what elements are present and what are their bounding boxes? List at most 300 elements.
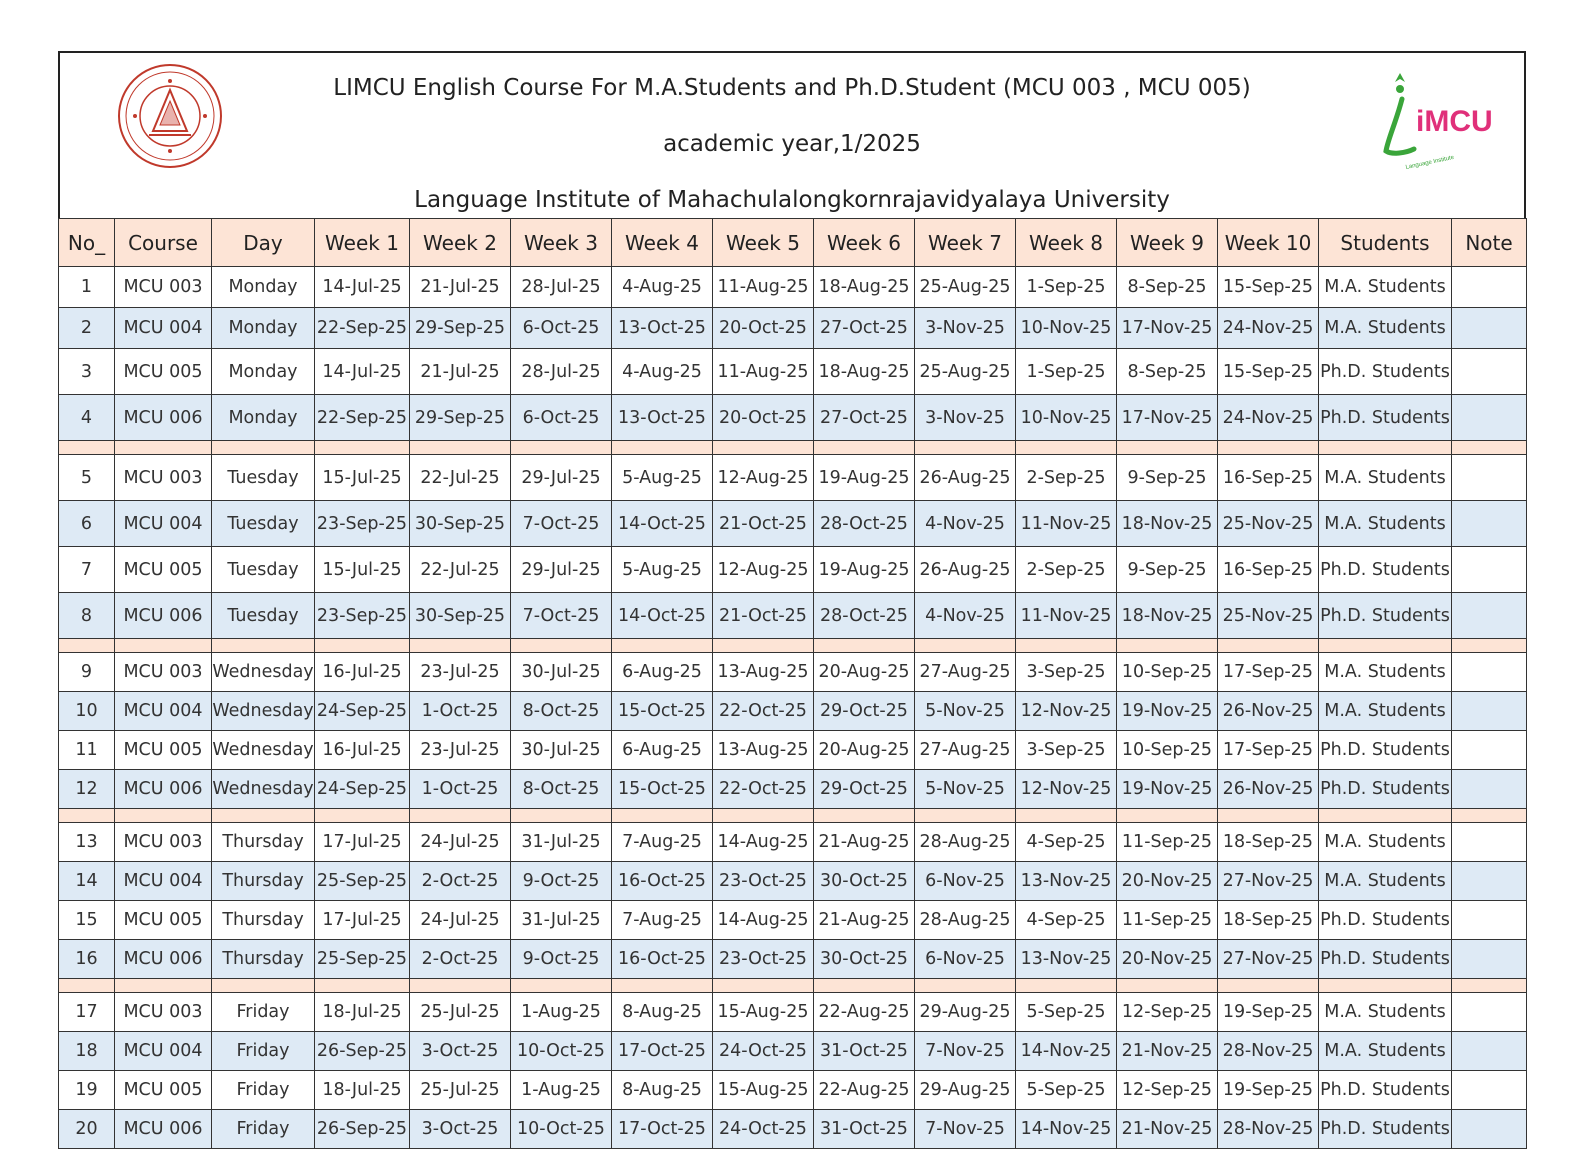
week-date-cell: 28-Aug-25 — [915, 901, 1016, 940]
week-date-cell: 30-Jul-25 — [511, 731, 612, 770]
week-date-cell: 4-Nov-25 — [915, 501, 1016, 547]
separator-cell — [315, 809, 410, 823]
table-row — [59, 501, 1527, 547]
students-cell: Ph.D. Students — [1319, 901, 1452, 940]
week-date-cell: 11-Aug-25 — [713, 349, 814, 395]
day-cell: Wednesday — [212, 770, 315, 809]
separator-cell — [915, 441, 1016, 455]
week-date-cell: 15-Jul-25 — [315, 455, 410, 501]
course-cell: MCU 006 — [115, 770, 212, 809]
week-date-cell: 21-Jul-25 — [410, 349, 511, 395]
week-date-cell: 20-Oct-25 — [713, 395, 814, 441]
week-date-cell: 13-Oct-25 — [612, 308, 713, 349]
separator-cell — [713, 441, 814, 455]
note-cell — [1452, 455, 1527, 501]
week-date-cell: 4-Aug-25 — [612, 349, 713, 395]
academic-year: academic year,1/2025 — [663, 131, 921, 157]
week-date-cell: 28-Jul-25 — [511, 349, 612, 395]
week-date-cell: 23-Jul-25 — [410, 653, 511, 692]
week-date-cell: 12-Sep-25 — [1117, 1071, 1218, 1110]
row-number-cell: 6 — [59, 501, 115, 547]
week-date-cell: 7-Aug-25 — [612, 901, 713, 940]
week-date-cell: 8-Sep-25 — [1117, 349, 1218, 395]
week-date-cell: 14-Oct-25 — [612, 593, 713, 639]
table-row — [59, 731, 1527, 770]
day-separator-row — [59, 809, 1527, 823]
separator-cell — [1218, 441, 1319, 455]
day-cell: Monday — [212, 267, 315, 308]
week-date-cell: 15-Sep-25 — [1218, 267, 1319, 308]
week-date-cell: 4-Aug-25 — [612, 267, 713, 308]
row-number-cell: 14 — [59, 862, 115, 901]
row-number-cell: 15 — [59, 901, 115, 940]
note-cell — [1452, 547, 1527, 593]
course-cell: MCU 006 — [115, 395, 212, 441]
separator-cell — [1117, 639, 1218, 653]
table-header-row — [59, 219, 1527, 267]
week-date-cell: 20-Nov-25 — [1117, 940, 1218, 979]
week-date-cell: 25-Aug-25 — [915, 349, 1016, 395]
week-date-cell: 14-Nov-25 — [1016, 1110, 1117, 1149]
week-date-cell: 21-Oct-25 — [713, 593, 814, 639]
schedule-table — [58, 218, 1527, 1149]
week-date-cell: 5-Sep-25 — [1016, 1071, 1117, 1110]
column-header: Week 4 — [612, 219, 713, 267]
separator-cell — [1016, 639, 1117, 653]
week-date-cell: 15-Oct-25 — [612, 692, 713, 731]
table-row — [59, 823, 1527, 862]
column-header: Week 8 — [1016, 219, 1117, 267]
row-number-cell: 10 — [59, 692, 115, 731]
week-date-cell: 9-Oct-25 — [511, 862, 612, 901]
week-date-cell: 22-Oct-25 — [713, 770, 814, 809]
row-number-cell: 1 — [59, 267, 115, 308]
separator-cell — [511, 441, 612, 455]
week-date-cell: 29-Oct-25 — [814, 770, 915, 809]
week-date-cell: 12-Sep-25 — [1117, 993, 1218, 1032]
column-header: Week 3 — [511, 219, 612, 267]
week-date-cell: 16-Jul-25 — [315, 731, 410, 770]
week-date-cell: 24-Sep-25 — [315, 692, 410, 731]
course-cell: MCU 006 — [115, 1110, 212, 1149]
separator-cell — [1319, 639, 1452, 653]
week-date-cell: 18-Sep-25 — [1218, 823, 1319, 862]
week-date-cell: 15-Aug-25 — [713, 993, 814, 1032]
week-date-cell: 3-Nov-25 — [915, 308, 1016, 349]
week-date-cell: 26-Sep-25 — [315, 1110, 410, 1149]
course-title: LIMCU English Course For M.A.Students and Ph.D.Student (MCU 003 , MCU 005) — [333, 75, 1251, 101]
students-cell: Ph.D. Students — [1319, 940, 1452, 979]
note-cell — [1452, 901, 1527, 940]
day-cell: Monday — [212, 349, 315, 395]
separator-cell — [814, 639, 915, 653]
course-cell: MCU 005 — [115, 731, 212, 770]
week-date-cell: 17-Oct-25 — [612, 1032, 713, 1071]
day-cell: Monday — [212, 395, 315, 441]
week-date-cell: 16-Sep-25 — [1218, 547, 1319, 593]
week-date-cell: 27-Nov-25 — [1218, 862, 1319, 901]
separator-cell — [1319, 979, 1452, 993]
course-cell: MCU 003 — [115, 653, 212, 692]
students-cell: Ph.D. Students — [1319, 395, 1452, 441]
day-cell: Thursday — [212, 823, 315, 862]
day-cell: Tuesday — [212, 455, 315, 501]
week-date-cell: 14-Jul-25 — [315, 267, 410, 308]
separator-cell — [1016, 979, 1117, 993]
week-date-cell: 27-Aug-25 — [915, 653, 1016, 692]
students-cell: Ph.D. Students — [1319, 1071, 1452, 1110]
table-row — [59, 993, 1527, 1032]
week-date-cell: 19-Sep-25 — [1218, 993, 1319, 1032]
separator-cell — [814, 809, 915, 823]
day-cell: Wednesday — [212, 731, 315, 770]
day-cell: Tuesday — [212, 501, 315, 547]
separator-cell — [59, 441, 115, 455]
week-date-cell: 13-Oct-25 — [612, 395, 713, 441]
week-date-cell: 26-Nov-25 — [1218, 692, 1319, 731]
day-cell: Wednesday — [212, 692, 315, 731]
week-date-cell: 19-Aug-25 — [814, 455, 915, 501]
students-cell: M.A. Students — [1319, 501, 1452, 547]
week-date-cell: 4-Sep-25 — [1016, 823, 1117, 862]
week-date-cell: 31-Jul-25 — [511, 823, 612, 862]
week-date-cell: 24-Nov-25 — [1218, 395, 1319, 441]
note-cell — [1452, 593, 1527, 639]
separator-cell — [1319, 441, 1452, 455]
row-number-cell: 20 — [59, 1110, 115, 1149]
week-date-cell: 28-Aug-25 — [915, 823, 1016, 862]
table-row — [59, 455, 1527, 501]
week-date-cell: 25-Nov-25 — [1218, 593, 1319, 639]
week-date-cell: 10-Sep-25 — [1117, 731, 1218, 770]
separator-cell — [612, 441, 713, 455]
table-row — [59, 862, 1527, 901]
separator-cell — [1452, 809, 1527, 823]
row-number-cell: 18 — [59, 1032, 115, 1071]
week-date-cell: 24-Jul-25 — [410, 823, 511, 862]
week-date-cell: 19-Aug-25 — [814, 547, 915, 593]
schedule-sheet — [58, 51, 1526, 1149]
institute-name: Language Institute of Mahachulalongkornrajavidyalaya University — [414, 187, 1170, 213]
week-date-cell: 13-Nov-25 — [1016, 862, 1117, 901]
separator-cell — [59, 979, 115, 993]
week-date-cell: 18-Nov-25 — [1117, 501, 1218, 547]
week-date-cell: 29-Jul-25 — [511, 455, 612, 501]
week-date-cell: 30-Sep-25 — [410, 501, 511, 547]
separator-cell — [1218, 639, 1319, 653]
row-number-cell: 5 — [59, 455, 115, 501]
students-cell: M.A. Students — [1319, 692, 1452, 731]
week-date-cell: 8-Aug-25 — [612, 1071, 713, 1110]
week-date-cell: 2-Sep-25 — [1016, 547, 1117, 593]
week-date-cell: 5-Nov-25 — [915, 692, 1016, 731]
week-date-cell: 31-Oct-25 — [814, 1032, 915, 1071]
week-date-cell: 12-Aug-25 — [713, 455, 814, 501]
week-date-cell: 12-Nov-25 — [1016, 692, 1117, 731]
week-date-cell: 17-Sep-25 — [1218, 731, 1319, 770]
week-date-cell: 25-Sep-25 — [315, 940, 410, 979]
week-date-cell: 14-Nov-25 — [1016, 1032, 1117, 1071]
note-cell — [1452, 267, 1527, 308]
week-date-cell: 8-Aug-25 — [612, 993, 713, 1032]
row-number-cell: 9 — [59, 653, 115, 692]
week-date-cell: 10-Sep-25 — [1117, 653, 1218, 692]
students-cell: M.A. Students — [1319, 308, 1452, 349]
note-cell — [1452, 1110, 1527, 1149]
day-separator-row — [59, 441, 1527, 455]
course-cell: MCU 005 — [115, 1071, 212, 1110]
week-date-cell: 18-Jul-25 — [315, 993, 410, 1032]
day-cell: Friday — [212, 1032, 315, 1071]
note-cell — [1452, 395, 1527, 441]
week-date-cell: 29-Aug-25 — [915, 1071, 1016, 1110]
week-date-cell: 14-Aug-25 — [713, 823, 814, 862]
week-date-cell: 14-Jul-25 — [315, 349, 410, 395]
week-date-cell: 11-Sep-25 — [1117, 823, 1218, 862]
note-cell — [1452, 692, 1527, 731]
week-date-cell: 10-Nov-25 — [1016, 395, 1117, 441]
course-cell: MCU 005 — [115, 547, 212, 593]
week-date-cell: 20-Nov-25 — [1117, 862, 1218, 901]
column-header: Day — [212, 219, 315, 267]
column-header: Course — [115, 219, 212, 267]
week-date-cell: 10-Nov-25 — [1016, 308, 1117, 349]
week-date-cell: 4-Sep-25 — [1016, 901, 1117, 940]
week-date-cell: 18-Sep-25 — [1218, 901, 1319, 940]
separator-cell — [1452, 979, 1527, 993]
separator-cell — [410, 979, 511, 993]
week-date-cell: 26-Sep-25 — [315, 1032, 410, 1071]
students-cell: Ph.D. Students — [1319, 547, 1452, 593]
column-header: Students — [1319, 219, 1452, 267]
week-date-cell: 7-Nov-25 — [915, 1110, 1016, 1149]
week-date-cell: 25-Jul-25 — [410, 1071, 511, 1110]
separator-cell — [1117, 441, 1218, 455]
week-date-cell: 19-Sep-25 — [1218, 1071, 1319, 1110]
week-date-cell: 28-Jul-25 — [511, 267, 612, 308]
separator-cell — [315, 441, 410, 455]
column-header: No_ — [59, 219, 115, 267]
separator-cell — [1452, 441, 1527, 455]
week-date-cell: 29-Oct-25 — [814, 692, 915, 731]
table-row — [59, 349, 1527, 395]
week-date-cell: 1-Aug-25 — [511, 1071, 612, 1110]
week-date-cell: 22-Jul-25 — [410, 455, 511, 501]
week-date-cell: 6-Aug-25 — [612, 731, 713, 770]
students-cell: M.A. Students — [1319, 267, 1452, 308]
separator-cell — [1218, 979, 1319, 993]
day-cell: Tuesday — [212, 593, 315, 639]
note-cell — [1452, 823, 1527, 862]
week-date-cell: 17-Nov-25 — [1117, 395, 1218, 441]
separator-cell — [814, 441, 915, 455]
week-date-cell: 6-Aug-25 — [612, 653, 713, 692]
week-date-cell: 24-Sep-25 — [315, 770, 410, 809]
note-cell — [1452, 501, 1527, 547]
row-number-cell: 7 — [59, 547, 115, 593]
separator-cell — [410, 441, 511, 455]
separator-cell — [915, 979, 1016, 993]
students-cell: M.A. Students — [1319, 1032, 1452, 1071]
week-date-cell: 3-Sep-25 — [1016, 653, 1117, 692]
week-date-cell: 24-Oct-25 — [713, 1110, 814, 1149]
week-date-cell: 13-Nov-25 — [1016, 940, 1117, 979]
course-cell: MCU 004 — [115, 1032, 212, 1071]
week-date-cell: 28-Oct-25 — [814, 501, 915, 547]
week-date-cell: 30-Oct-25 — [814, 940, 915, 979]
week-date-cell: 24-Jul-25 — [410, 901, 511, 940]
week-date-cell: 3-Sep-25 — [1016, 731, 1117, 770]
week-date-cell: 2-Oct-25 — [410, 862, 511, 901]
course-cell: MCU 004 — [115, 692, 212, 731]
students-cell: Ph.D. Students — [1319, 770, 1452, 809]
separator-cell — [410, 809, 511, 823]
week-date-cell: 6-Nov-25 — [915, 862, 1016, 901]
week-date-cell: 11-Nov-25 — [1016, 593, 1117, 639]
week-date-cell: 24-Nov-25 — [1218, 308, 1319, 349]
table-row — [59, 593, 1527, 639]
week-date-cell: 15-Oct-25 — [612, 770, 713, 809]
week-date-cell: 2-Oct-25 — [410, 940, 511, 979]
table-row — [59, 653, 1527, 692]
table-row — [59, 267, 1527, 308]
separator-cell — [511, 979, 612, 993]
table-row — [59, 940, 1527, 979]
row-number-cell: 19 — [59, 1071, 115, 1110]
row-number-cell: 11 — [59, 731, 115, 770]
week-date-cell: 21-Aug-25 — [814, 823, 915, 862]
course-cell: MCU 004 — [115, 862, 212, 901]
week-date-cell: 20-Oct-25 — [713, 308, 814, 349]
day-cell: Monday — [212, 308, 315, 349]
week-date-cell: 14-Aug-25 — [713, 901, 814, 940]
week-date-cell: 25-Aug-25 — [915, 267, 1016, 308]
separator-cell — [612, 809, 713, 823]
table-body — [59, 267, 1527, 1149]
week-date-cell: 22-Aug-25 — [814, 993, 915, 1032]
week-date-cell: 30-Jul-25 — [511, 653, 612, 692]
separator-cell — [713, 639, 814, 653]
week-date-cell: 3-Nov-25 — [915, 395, 1016, 441]
week-date-cell: 1-Sep-25 — [1016, 349, 1117, 395]
week-date-cell: 21-Oct-25 — [713, 501, 814, 547]
week-date-cell: 19-Nov-25 — [1117, 770, 1218, 809]
course-cell: MCU 005 — [115, 349, 212, 395]
sheet-header — [58, 51, 1526, 218]
week-date-cell: 11-Aug-25 — [713, 267, 814, 308]
course-cell: MCU 006 — [115, 940, 212, 979]
week-date-cell: 9-Sep-25 — [1117, 455, 1218, 501]
week-date-cell: 26-Aug-25 — [915, 455, 1016, 501]
course-cell: MCU 004 — [115, 501, 212, 547]
row-number-cell: 17 — [59, 993, 115, 1032]
week-date-cell: 17-Nov-25 — [1117, 308, 1218, 349]
week-date-cell: 25-Jul-25 — [410, 993, 511, 1032]
week-date-cell: 4-Nov-25 — [915, 593, 1016, 639]
limcu-logo-icon — [1378, 67, 1494, 177]
week-date-cell: 20-Aug-25 — [814, 731, 915, 770]
course-cell: MCU 003 — [115, 267, 212, 308]
column-header: Note — [1452, 219, 1527, 267]
week-date-cell: 26-Aug-25 — [915, 547, 1016, 593]
week-date-cell: 19-Nov-25 — [1117, 692, 1218, 731]
separator-cell — [1452, 639, 1527, 653]
separator-cell — [212, 809, 315, 823]
separator-cell — [612, 639, 713, 653]
week-date-cell: 23-Sep-25 — [315, 501, 410, 547]
column-header: Week 9 — [1117, 219, 1218, 267]
day-cell: Friday — [212, 993, 315, 1032]
course-cell: MCU 003 — [115, 455, 212, 501]
separator-cell — [1117, 979, 1218, 993]
week-date-cell: 22-Sep-25 — [315, 308, 410, 349]
course-cell: MCU 003 — [115, 823, 212, 862]
week-date-cell: 21-Nov-25 — [1117, 1110, 1218, 1149]
students-cell: M.A. Students — [1319, 823, 1452, 862]
week-date-cell: 10-Oct-25 — [511, 1110, 612, 1149]
week-date-cell: 14-Oct-25 — [612, 501, 713, 547]
week-date-cell: 13-Aug-25 — [713, 731, 814, 770]
course-cell: MCU 004 — [115, 308, 212, 349]
week-date-cell: 8-Oct-25 — [511, 770, 612, 809]
separator-cell — [115, 639, 212, 653]
svg-text:iMCU: iMCU — [1416, 105, 1493, 138]
note-cell — [1452, 1032, 1527, 1071]
week-date-cell: 10-Oct-25 — [511, 1032, 612, 1071]
week-date-cell: 18-Aug-25 — [814, 349, 915, 395]
week-date-cell: 7-Nov-25 — [915, 1032, 1016, 1071]
column-header: Week 1 — [315, 219, 410, 267]
row-number-cell: 8 — [59, 593, 115, 639]
week-date-cell: 13-Aug-25 — [713, 653, 814, 692]
separator-cell — [59, 809, 115, 823]
week-date-cell: 2-Sep-25 — [1016, 455, 1117, 501]
separator-cell — [115, 979, 212, 993]
note-cell — [1452, 862, 1527, 901]
day-cell: Thursday — [212, 901, 315, 940]
separator-cell — [1319, 809, 1452, 823]
table-row — [59, 1110, 1527, 1149]
note-cell — [1452, 770, 1527, 809]
separator-cell — [59, 639, 115, 653]
week-date-cell: 25-Sep-25 — [315, 862, 410, 901]
separator-cell — [115, 441, 212, 455]
row-number-cell: 2 — [59, 308, 115, 349]
note-cell — [1452, 731, 1527, 770]
week-date-cell: 31-Jul-25 — [511, 901, 612, 940]
week-date-cell: 21-Nov-25 — [1117, 1032, 1218, 1071]
week-date-cell: 5-Aug-25 — [612, 547, 713, 593]
day-cell: Friday — [212, 1110, 315, 1149]
week-date-cell: 15-Jul-25 — [315, 547, 410, 593]
separator-cell — [212, 639, 315, 653]
week-date-cell: 1-Oct-25 — [410, 692, 511, 731]
week-date-cell: 17-Jul-25 — [315, 823, 410, 862]
week-date-cell: 27-Nov-25 — [1218, 940, 1319, 979]
week-date-cell: 5-Nov-25 — [915, 770, 1016, 809]
separator-cell — [511, 639, 612, 653]
week-date-cell: 11-Sep-25 — [1117, 901, 1218, 940]
day-cell: Thursday — [212, 862, 315, 901]
table-row — [59, 901, 1527, 940]
students-cell: Ph.D. Students — [1319, 731, 1452, 770]
week-date-cell: 8-Sep-25 — [1117, 267, 1218, 308]
students-cell: M.A. Students — [1319, 862, 1452, 901]
week-date-cell: 18-Nov-25 — [1117, 593, 1218, 639]
table-row — [59, 692, 1527, 731]
separator-cell — [212, 979, 315, 993]
column-header: Week 5 — [713, 219, 814, 267]
